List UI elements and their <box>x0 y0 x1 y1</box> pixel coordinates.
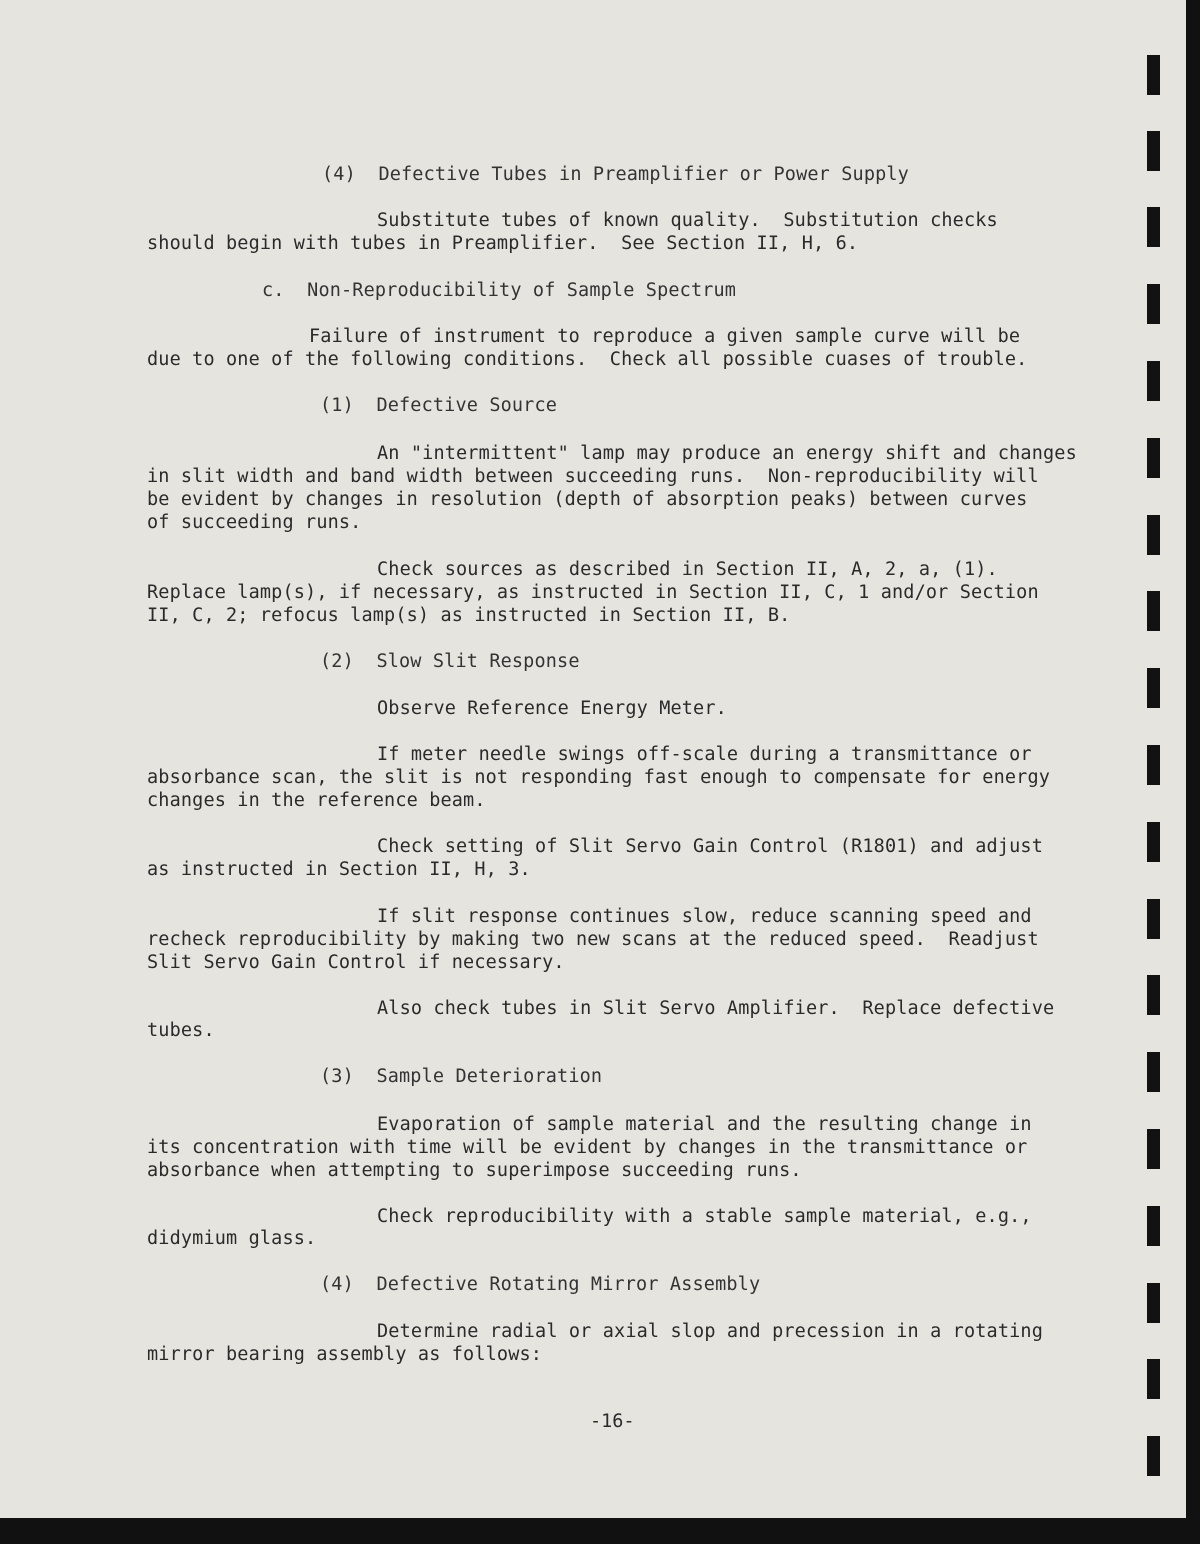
binding-hole <box>1147 1206 1160 1246</box>
paragraph-line: Check setting of Slit Servo Gain Control (R1801) and adjust <box>377 836 1043 857</box>
binding-hole <box>1147 668 1160 708</box>
binding-hole <box>1147 438 1160 478</box>
binding-hole <box>1147 899 1160 939</box>
binding-hole <box>1147 1052 1160 1092</box>
binding-hole <box>1147 361 1160 401</box>
paragraph-line: be evident by changes in resolution (depth of absorption peaks) between curves <box>147 489 1028 510</box>
paragraph-line: If meter needle swings off-scale during a transmittance or <box>377 744 1032 765</box>
paragraph-line: absorbance when attempting to superimpose succeeding runs. <box>147 1160 802 1181</box>
paragraph-line: absorbance scan, the slit is not responding fast enough to compensate for energy <box>147 767 1051 788</box>
paragraph-line: II, C, 2; refocus lamp(s) as instructed in Section II, B. <box>147 605 791 626</box>
binding-hole <box>1147 1359 1160 1399</box>
paragraph-line: mirror bearing assembly as follows: <box>147 1344 543 1365</box>
section-heading: (3) Sample Deterioration <box>320 1066 603 1087</box>
paragraph-line: Observe Reference Energy Meter. <box>377 698 727 719</box>
paragraph-line: tubes. <box>147 1020 215 1041</box>
binding-hole <box>1147 207 1160 247</box>
binding-hole <box>1147 822 1160 862</box>
paragraph-line: in slit width and band width between succeeding runs. Non-reproducibility will <box>147 466 1039 487</box>
paragraph-line: Determine radial or axial slop and precession in a rotating <box>377 1321 1043 1342</box>
paragraph-line: Failure of instrument to reproduce a given sample curve will be <box>309 326 1021 347</box>
paragraph-line: due to one of the following conditions. Check all possible cuases of trouble. <box>147 349 1028 370</box>
binding-hole <box>1147 745 1160 785</box>
binding-hole <box>1147 131 1160 171</box>
paragraph-line: An "intermittent" lamp may produce an energy shift and changes <box>377 443 1077 464</box>
paragraph-line: as instructed in Section II, H, 3. <box>147 859 531 880</box>
paragraph-line: should begin with tubes in Preamplifier. See Section II, H, 6. <box>147 233 859 254</box>
paragraph-line: Also check tubes in Slit Servo Amplifier. Replace defective <box>377 998 1055 1019</box>
section-heading: (2) Slow Slit Response <box>320 651 580 672</box>
page-number: -16- <box>590 1411 635 1432</box>
paragraph-line: Check reproducibility with a stable sample material, e.g., <box>377 1206 1032 1227</box>
paragraph-line: If slit response continues slow, reduce scanning speed and <box>377 906 1032 927</box>
paragraph-line: Evaporation of sample material and the resulting change in <box>377 1114 1032 1135</box>
paragraph-line: changes in the reference beam. <box>147 790 486 811</box>
paragraph-line: recheck reproducibility by making two new scans at the reduced speed. Readjust <box>147 929 1039 950</box>
paragraph-line: Check sources as described in Section II, A, 2, a, (1). <box>377 559 998 580</box>
paragraph-line: its concentration with time will be evident by changes in the transmittance or <box>147 1137 1028 1158</box>
binding-hole <box>1147 284 1160 324</box>
paragraph-line: Slit Servo Gain Control if necessary. <box>147 952 565 973</box>
binding-hole <box>1147 1283 1160 1323</box>
section-heading: (1) Defective Source <box>320 395 558 416</box>
section-heading: c. Non-Reproducibility of Sample Spectrum <box>262 280 737 301</box>
binding-hole <box>1147 515 1160 555</box>
section-heading: (4) Defective Rotating Mirror Assembly <box>320 1274 761 1295</box>
binding-hole <box>1147 1129 1160 1169</box>
section-heading: (4) Defective Tubes in Preamplifier or Power Supply <box>322 164 909 185</box>
binding-hole <box>1147 975 1160 1015</box>
binding-hole <box>1147 591 1160 631</box>
binding-hole <box>1147 55 1160 95</box>
paragraph-line: of succeeding runs. <box>147 512 362 533</box>
paragraph-line: didymium glass. <box>147 1228 317 1249</box>
binding-hole <box>1147 1436 1160 1476</box>
paragraph-line: Substitute tubes of known quality. Substitution checks <box>377 210 998 231</box>
paragraph-line: Replace lamp(s), if necessary, as instructed in Section II, C, 1 and/or Section <box>147 582 1039 603</box>
